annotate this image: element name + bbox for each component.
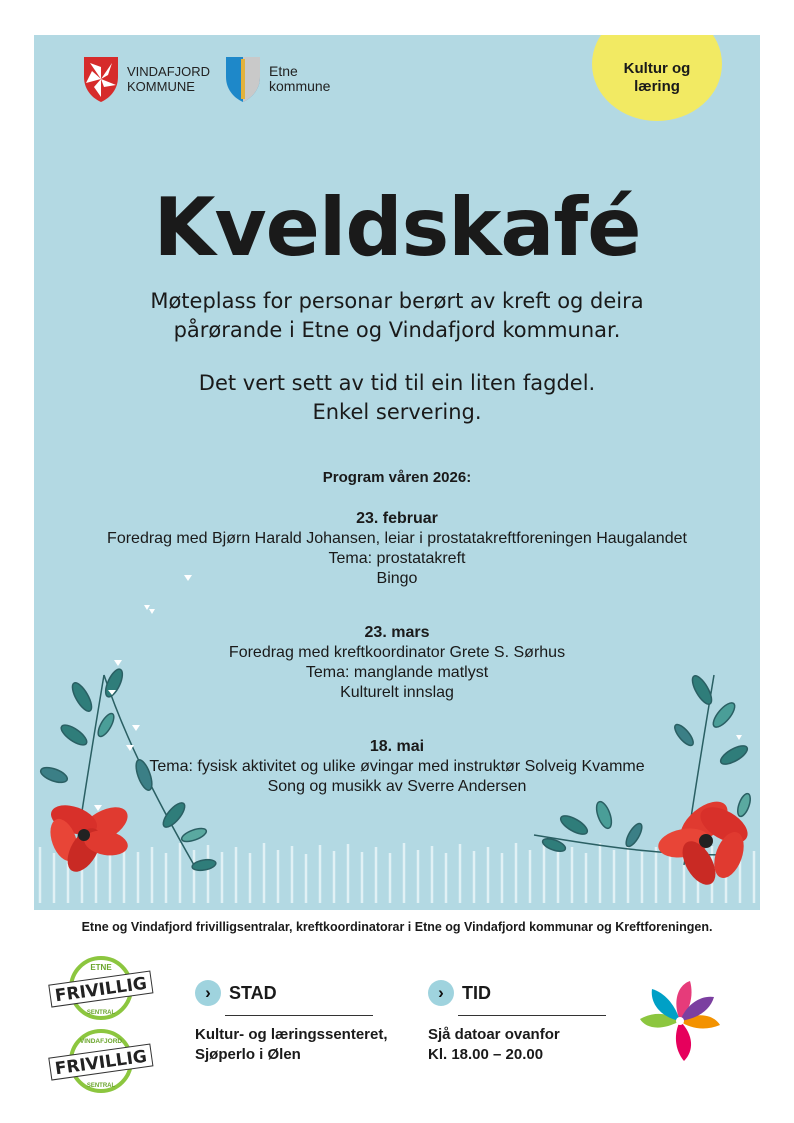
event-line: Song og musikk av Sverre Andersen <box>267 778 527 795</box>
event-date: 23. februar <box>356 510 438 527</box>
event-date: 23. mars <box>364 624 430 641</box>
etne-logo <box>224 55 330 103</box>
organizers-credits: Etne og Vindafjord frivilligsentralar, kreftkoordinatorar i Etne og Vindafjord kommunar og Kreftforeningen. <box>81 920 713 934</box>
stamp-bottom-text: SENTRAL <box>86 1010 116 1016</box>
event-line: Kulturelt innslag <box>340 684 454 701</box>
intro-line-1: Møteplass for personar berørt av kreft og deira <box>150 289 644 313</box>
tid-section <box>428 980 606 1065</box>
poster-title: Kveldskafé <box>153 181 641 274</box>
stad-section <box>195 980 388 1065</box>
event-line: Tema: prostatakreft <box>328 550 466 567</box>
event-line: Bingo <box>376 570 418 587</box>
stad-line-2: Sjøperlo i Ølen <box>195 1046 301 1063</box>
badge-line-1: Kultur og <box>623 60 691 77</box>
stamp-top-text: VINDAFJORD <box>79 1038 123 1045</box>
badge-line-2: læring <box>634 78 680 95</box>
vindafjord-line-1: VINDAFJORD <box>127 64 211 79</box>
stad-label: STAD <box>229 982 277 1003</box>
intro-block-2 <box>34 369 760 427</box>
grass-decoration <box>40 843 754 903</box>
stad-line-1: Kultur- og læringssenteret, <box>195 1026 388 1043</box>
intro-line-2: pårørande i Etne og Vindafjord kommunar. <box>173 318 621 342</box>
program-heading: Program våren 2026: <box>322 469 472 486</box>
event-line: Foredrag med kreftkoordinator Grete S. Sørhus <box>228 644 566 661</box>
left-red-flower <box>45 800 133 878</box>
intro-block-1 <box>34 287 760 345</box>
event-line: Tema: fysisk aktivitet og ulike øvingar med instruktør Solveig Kvamme <box>149 758 645 775</box>
tid-divider <box>458 1015 606 1016</box>
stamp-bottom-text: SENTRAL <box>86 1083 116 1089</box>
event-2 <box>34 623 760 703</box>
vindafjord-frivilligsentral-stamp <box>46 1025 156 1097</box>
etne-line-2: kommune <box>269 78 331 94</box>
poster <box>34 35 760 910</box>
tid-label: TID <box>462 982 491 1003</box>
etne-line-1: Etne <box>269 63 298 79</box>
tid-line-2: Kl. 18.00 – 20.00 <box>428 1046 544 1063</box>
vindafjord-line-2: KOMMUNE <box>127 79 195 94</box>
stamp-main-text: FRIVILLIG <box>53 1046 149 1080</box>
stamp-main-text: FRIVILLIG <box>53 973 149 1007</box>
event-1 <box>34 509 760 589</box>
pinwheel-logo-icon <box>640 975 720 1067</box>
event-3 <box>34 737 760 797</box>
event-date: 18. mai <box>369 738 425 755</box>
stad-divider <box>225 1015 373 1016</box>
chevron-right-icon: › <box>428 980 454 1006</box>
etne-frivilligsentral-stamp <box>46 952 156 1024</box>
etne-shield-icon <box>224 55 262 103</box>
vindafjord-logo <box>82 55 210 103</box>
event-line: Foredrag med Bjørn Harald Johansen, leiar i prostatakreftforeningen Haugalandet <box>107 530 687 547</box>
vindafjord-shield-icon <box>82 55 120 103</box>
intro-line-4: Enkel servering. <box>312 400 482 424</box>
intro-line-3: Det vert sett av tid til ein liten fagdel. <box>198 371 596 395</box>
stamp-top-text: ETNE <box>90 963 112 972</box>
tid-line-1: Sjå datoar ovanfor <box>428 1026 560 1043</box>
chevron-right-icon: › <box>195 980 221 1006</box>
event-line: Tema: manglande matlyst <box>305 664 489 681</box>
